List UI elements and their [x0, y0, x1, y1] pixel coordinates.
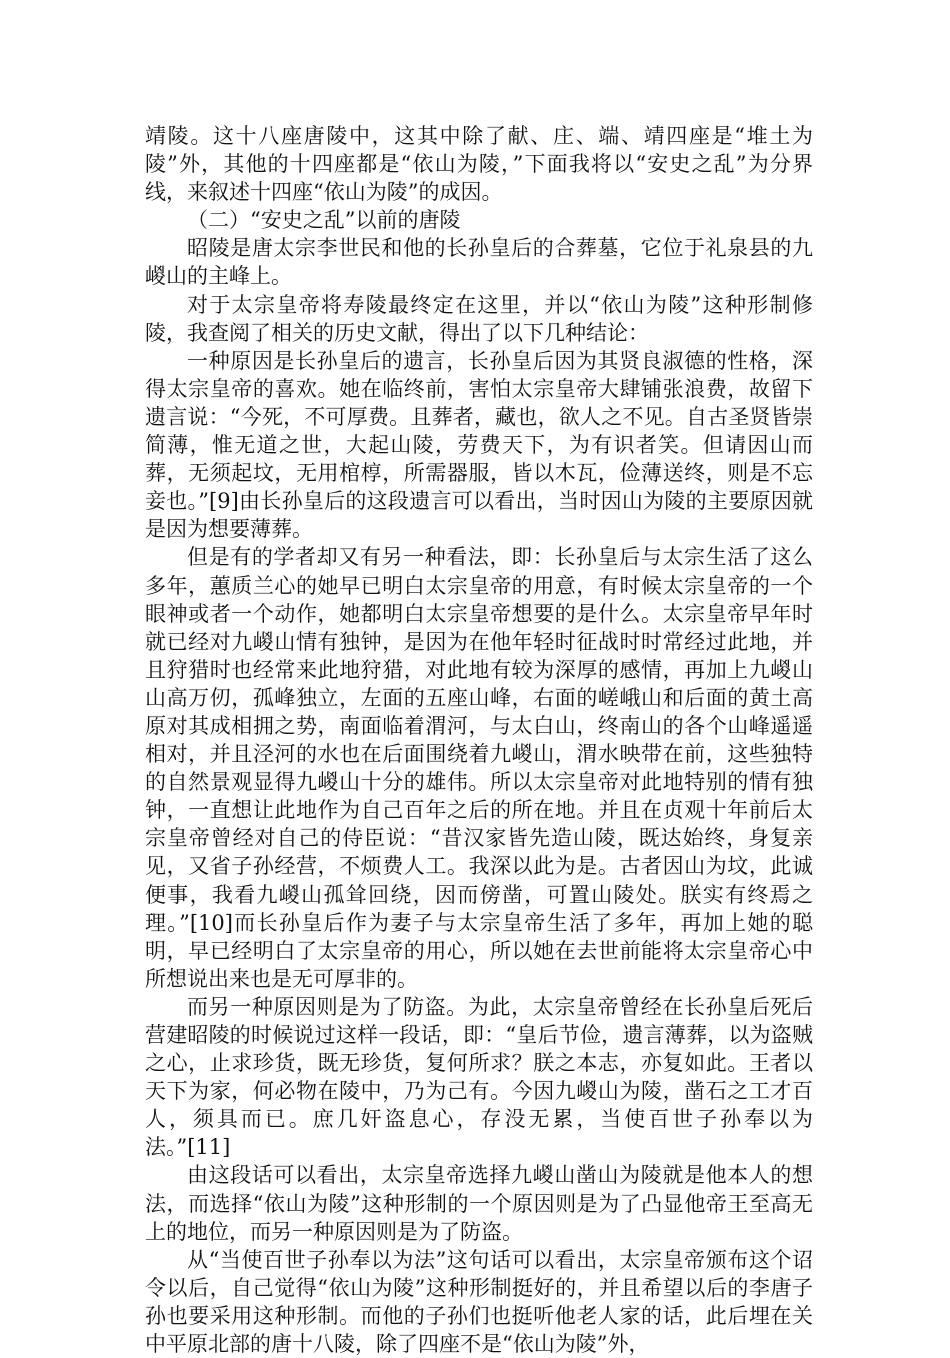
- section-heading: （二）“安史之乱”以前的唐陵: [187, 208, 461, 233]
- paragraph: 对于太宗皇帝将寿陵最终定在这里，并以“依山为陵”这种形制修陵，我查阅了相关的历史文献，得出了以下几种结论：: [145, 292, 813, 345]
- paragraph: 但是有的学者却又有另一种看法，即：长孙皇后与太宗生活了这么多年，蕙质兰心的她早已明白太宗皇帝的用意，有时候太宗皇帝的一个眼神或者一个动作，她都明白太宗皇帝想要的是什么。太宗皇帝早年时就已经对九嵕山情有独钟，是因为在他年轻时征战时时常经过此地，并且狩猎时也经常来此地狩猎，对此地有较为深厚的感情，再加上九嵕山山高万仞，孤峰独立，左面的五座山峰，右面的嵯峨山和后面的黄土高原对其成相拥之势，南面临着渭河，与太白山，终南山的各个山峰遥遥相对，并且泾河的水也在后面围绕着九嵕山，渭水映带在前，这些独特的自然景观显得九嵕山十分的雄伟。所以太宗皇帝对此地特别的情有独钟，一直想让此地作为自己百年之后的所在地。并且在贞观十年前后太宗皇帝曾经对自己的侍臣说：“昔汉家皆先造山陵，既达始终，身复亲见，又省子孙经营，不烦费人工。我深以此为是。古者因山为坟，此诚便事，我看九嵕山孤耸回绕，因而傍凿，可置山陵处。朕实有终焉之理。”[10]而长孙皇后作为妻子与太宗皇帝生活了多年，再加上她的聪明，早已经明白了太宗皇帝的用心，所以她在去世前能将太宗皇帝心中所想说出来也是无可厚非的。: [145, 545, 813, 991]
- document-page: [145, 122, 813, 1358]
- paragraph: 由这段话可以看出，太宗皇帝选择九嵕山凿山为陵就是他本人的想法，而选择“依山为陵”这种形制的一个原因则是为了凸显他帝王至高无上的地位，而另一种原因则是为了防盗。: [145, 1163, 813, 1244]
- paragraph: 而另一种原因则是为了防盗。为此，太宗皇帝曾经在长孙皇后死后营建昭陵的时候说过这样一段话，即：“皇后节俭，遗言薄葬，以为盗贼之心，止求珍货，既无珍货，复何所求？朕之本志，亦复如此。王者以天下为家，何必物在陵中，乃为己有。今因九嵕山为陵，凿石之工才百人，须具而已。庶几奸盗息心，存没无累，当使百世子孙奉以为法。”[11]: [145, 994, 813, 1160]
- paragraph-continuation: 靖陵。这十八座唐陵中，这其中除了献、庄、端、靖四座是“堆土为陵”外，其他的十四座都是“依山为陵，”下面我将以“安史之乱”为分界线，来叙述十四座“依山为陵”的成因。: [145, 124, 813, 205]
- paragraph: 一种原因是长孙皇后的遗言，长孙皇后因为其贤良淑德的性格，深得太宗皇帝的喜欢。她在临终前，害怕太宗皇帝大肆铺张浪费，故留下遗言说：“今死，不可厚费。且葬者，藏也，欲人之不见。自古圣贤皆崇简薄，惟无道之世，大起山陵，劳费天下，为有识者笑。但请因山而葬，无须起坟，无用棺椁，所需器服，皆以木瓦，俭薄送终，则是不忘妾也。”[9]由长孙皇后的这段遗言可以看出，当时因山为陵的主要原因就是因为想要薄葬。: [145, 348, 813, 542]
- paragraph: 昭陵是唐太宗李世民和他的长孙皇后的合葬墓，它位于礼泉县的九嵕山的主峰上。: [145, 236, 813, 289]
- paragraph: 从“当使百世子孙奉以为法”这句话可以看出，太宗皇帝颁布这个诏令以后，自己觉得“依山为陵”这种形制挺好的，并且希望以后的李唐子孙也要采用这种形制。而他的子孙们也挺听他老人家的话，此后埋在关中平原北部的唐十八陵，除了四座不是“依山为陵”外，: [145, 1247, 813, 1357]
